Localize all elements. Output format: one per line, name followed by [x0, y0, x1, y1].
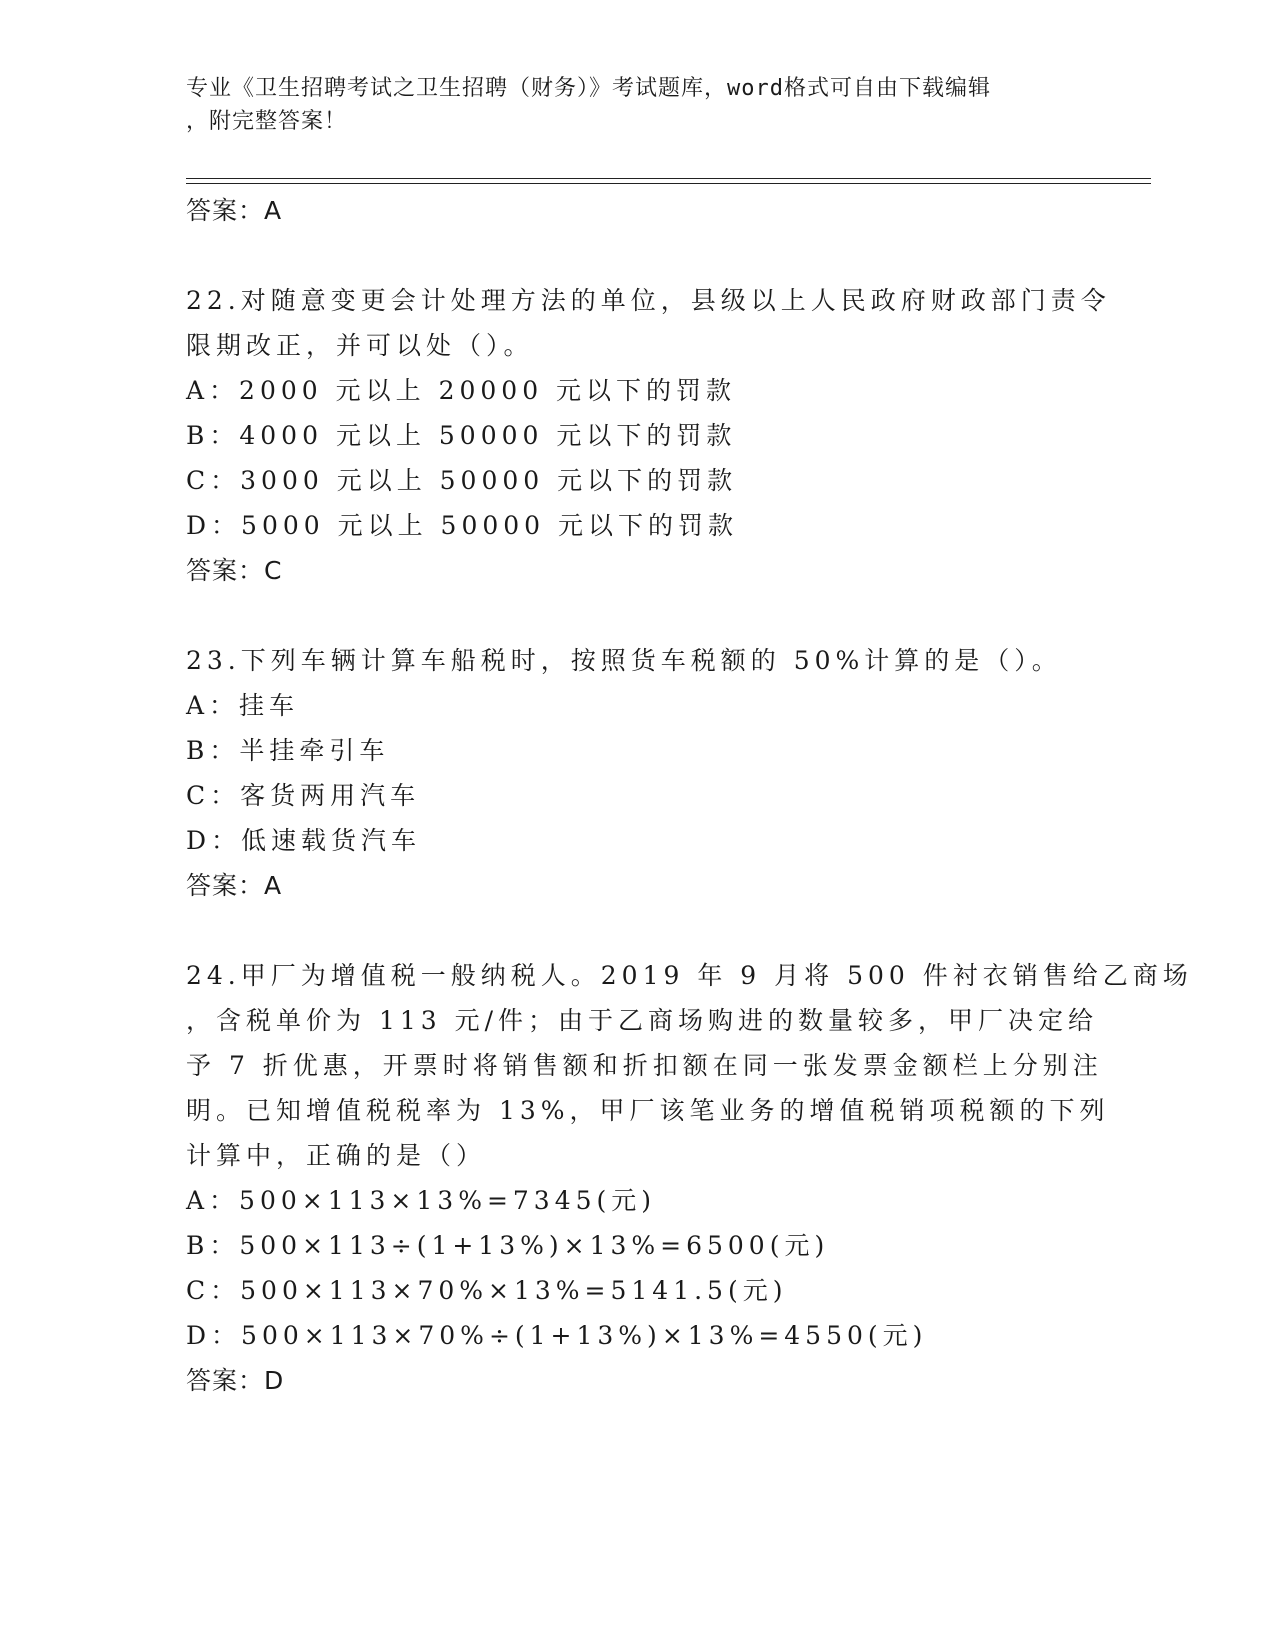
question-stem-line: 计算中，正确的是（） [186, 1141, 487, 1170]
option-a: A：500×113×13%=7345(元) [186, 1186, 657, 1215]
spacer [186, 233, 1086, 278]
option-c: C：客货两用汽车 [186, 781, 421, 810]
spacer [186, 593, 1086, 638]
question-list [186, 188, 1193, 1403]
question-stem-line: 24.甲厂为增值税一般纳税人。2019 年 9 月将 500 件衬衣销售给乙商场 [186, 961, 1193, 990]
option-b: B：半挂牵引车 [186, 736, 390, 765]
question-stem-line: ，含税单价为 113 元/件；由于乙商场购进的数量较多，甲厂决定给 [186, 1006, 1099, 1035]
question-stem-line: 予 7 折优惠，开票时将销售额和折扣额在同一张发票金额栏上分别注 [186, 1051, 1103, 1080]
spacer [186, 908, 1086, 953]
header-line-2: ，附完整答案！ [186, 109, 348, 134]
question-22 [186, 278, 1111, 593]
question-stem-line: 23.下列车辆计算车船税时，按照货车税额的 50%计算的是（）。 [186, 646, 1062, 675]
header-line-1: 专业《卫生招聘考试之卫生招聘（财务）》考试题库，word格式可自由下载编辑 [186, 76, 991, 101]
option-a: A：挂车 [186, 691, 300, 720]
question-24 [186, 953, 1193, 1403]
option-d: D：低速载货汽车 [186, 826, 422, 855]
answer-line: 答案：C [186, 556, 283, 585]
option-c: C：500×113×70%×13%=5141.5(元) [186, 1276, 788, 1305]
question-stem-line: 22.对随意变更会计处理方法的单位，县级以上人民政府财政部门责令 [186, 286, 1111, 315]
answer-line: 答案：A [186, 871, 283, 900]
question-stem-line: 限期改正，并可以处（）。 [186, 331, 534, 360]
option-b: B：500×113÷(1+13%)×13%=6500(元) [186, 1231, 830, 1260]
question-23 [186, 638, 1086, 908]
document-header [186, 72, 1066, 138]
header-rule-top [186, 178, 1151, 179]
option-c: C：3000 元以上 50000 元以下的罚款 [186, 466, 738, 495]
question-stem-line: 明。已知增值税税率为 13%，甲厂该笔业务的增值税销项税额的下列 [186, 1096, 1110, 1125]
previous-answer: 答案：A [186, 196, 283, 225]
answer-line: 答案：D [186, 1366, 285, 1395]
option-d: D：5000 元以上 50000 元以下的罚款 [186, 511, 739, 540]
option-b: B：4000 元以上 50000 元以下的罚款 [186, 421, 737, 450]
option-a: A：2000 元以上 20000 元以下的罚款 [186, 376, 737, 405]
header-rule-bottom [186, 183, 1151, 184]
option-d: D：500×113×70%÷(1+13%)×13%=4550(元) [186, 1321, 928, 1350]
